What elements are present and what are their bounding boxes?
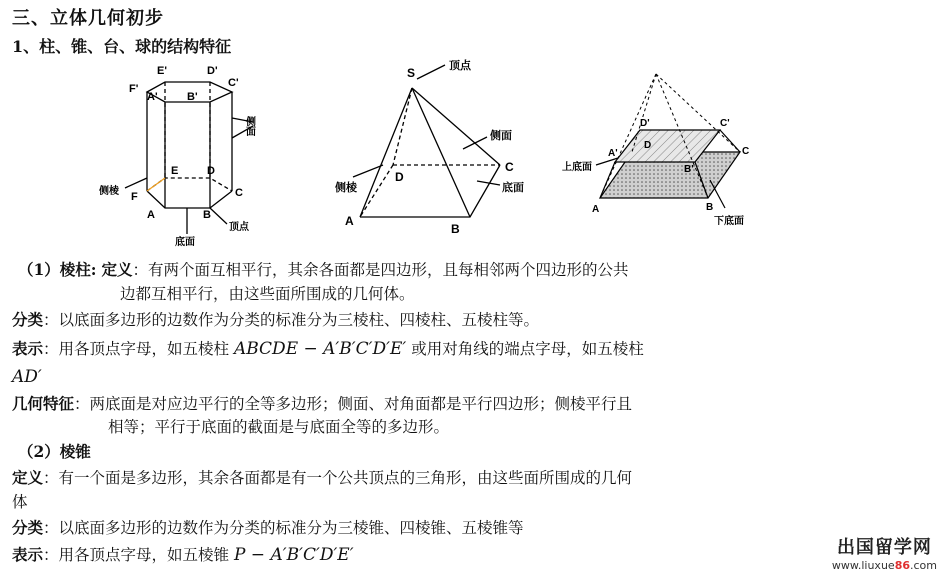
vertex-label-c-prime: C' (228, 77, 239, 89)
pyramid-notation-label: 表示 (12, 545, 44, 564)
pyramid-notation-math: P − A′B′C′D′E′ (233, 545, 354, 565)
pyramid-definition-line-2: 体 (12, 493, 28, 511)
frustum-lower-base-label: 下底面 (714, 216, 744, 227)
pyramid-apex-label: 顶点 (449, 60, 471, 72)
subsection-heading: 1、柱、锥、台、球的结构特征 (12, 37, 232, 56)
pyramid-notation-text: ：用各顶点字母，如五棱锥 (43, 546, 230, 564)
frustum-vertex-a: A (592, 204, 600, 215)
prism-vertex-label: 顶点 (229, 222, 249, 233)
pyramid-vertex-a: A (345, 214, 354, 228)
section-heading: 三、立体几何初步 (12, 8, 164, 29)
frustum-vertex-c-prime: C' (720, 118, 730, 129)
vertex-label-e-prime: E' (157, 65, 167, 77)
pyramid-vertex-d: D (395, 170, 404, 184)
prism-notation (12, 337, 644, 361)
frustum-vertex-d-prime: D' (640, 118, 650, 129)
prism-title: （1）棱柱: (18, 260, 97, 279)
site-watermark (832, 533, 937, 572)
frustum-vertex-a-prime: A' (608, 148, 618, 159)
prism-def-label: 定义 (101, 260, 133, 279)
prism-side-face-label: 侧面 (243, 116, 255, 136)
pyramid-class-label: 分类 (12, 518, 44, 537)
prism-definition-line-1 (18, 258, 628, 282)
frustum-figure (560, 60, 775, 235)
prism-notation-math-2-line (12, 365, 42, 389)
prism-feature-line-1 (12, 392, 632, 416)
vertex-label-f-prime: F' (129, 83, 139, 95)
prism-feature-label: 几何特征 (12, 394, 75, 413)
prism-lateral-edge-label: 侧棱 (99, 186, 119, 197)
frustum-vertex-b: B (706, 202, 714, 213)
prism-feature-line-2: 相等；平行于底面的截面是与底面全等的多边形。 (108, 418, 450, 436)
prism-definition-line-2: 边都互相平行，由这些面所围成的几何体。 (120, 285, 415, 303)
vertex-label-a: A (147, 209, 155, 221)
watermark-url: www.liuxue86.com (831, 559, 937, 572)
prism-feature-text-1: ：两底面是对应边平行的全等多边形；侧面、对角面都是平行四边形；侧棱平行且 (74, 395, 633, 413)
vertex-label-e: E (171, 165, 179, 177)
vertex-label-c: C (235, 187, 243, 199)
pyramid-side-face-label: 侧面 (490, 130, 512, 142)
watermark-site-name: 出国留学网 (836, 537, 932, 558)
prism-class-label: 分类 (12, 310, 44, 329)
prism-def-text-1: ：有两个面互相平行，其余各面都是四边形，且每相邻两个四边形的公共 (132, 261, 629, 279)
vertex-label-f: F (131, 191, 138, 203)
pyramid-definition-line-1 (12, 466, 632, 490)
pyramid-base-label: 底面 (502, 182, 524, 194)
prism-notation-text-b: 或用对角线的端点字母，如五棱柱 (411, 340, 644, 358)
prism-class-text: ：以底面多边形的边数作为分类的标准分为三棱柱、四棱柱、五棱柱等。 (43, 311, 540, 329)
pyramid-classification (12, 516, 524, 540)
vertex-label-d-prime: D' (207, 65, 218, 77)
prism-classification (12, 308, 539, 332)
vertex-label-d: D (207, 165, 215, 177)
prism-notation-text-a: ：用各顶点字母，如五棱柱 (43, 340, 230, 358)
prism-notation-math-2: AD′ (12, 367, 42, 387)
frustum-vertex-d: D (644, 140, 652, 151)
vertex-label-a-prime: A' (147, 91, 158, 103)
frustum-upper-base-label: 上底面 (562, 162, 592, 173)
vertex-label-b: B (203, 209, 211, 221)
pyramid-class-text: ：以底面多边形的边数作为分类的标准分为三棱锥、四棱锥、五棱锥等 (43, 519, 524, 537)
pyramid-vertex-b: B (451, 222, 460, 236)
pyramid-lateral-edge-label: 侧棱 (335, 182, 357, 194)
frustum-vertex-c: C (742, 146, 750, 157)
prism-notation-math-1: ABCDE − A′B′C′D′E′ (233, 339, 407, 359)
pyramid-title: （2）棱锥 (18, 442, 91, 461)
pyramid-notation (12, 543, 354, 567)
prism-base-label: 底面 (175, 237, 195, 248)
pyramid-def-text-1: ：有一个面是多边形，其余各面都是有一个公共顶点的三角形，由这些面所围成的几何 (43, 469, 633, 487)
vertex-label-b-prime: B' (187, 91, 198, 103)
frustum-vertex-b-prime: B' (684, 164, 694, 175)
pyramid-def-label: 定义 (12, 468, 44, 487)
prism-figure (95, 58, 295, 248)
pyramid-figure (335, 55, 550, 240)
pyramid-vertex-c: C (505, 160, 514, 174)
pyramid-vertex-s: S (407, 66, 416, 80)
prism-notation-label: 表示 (12, 339, 44, 358)
